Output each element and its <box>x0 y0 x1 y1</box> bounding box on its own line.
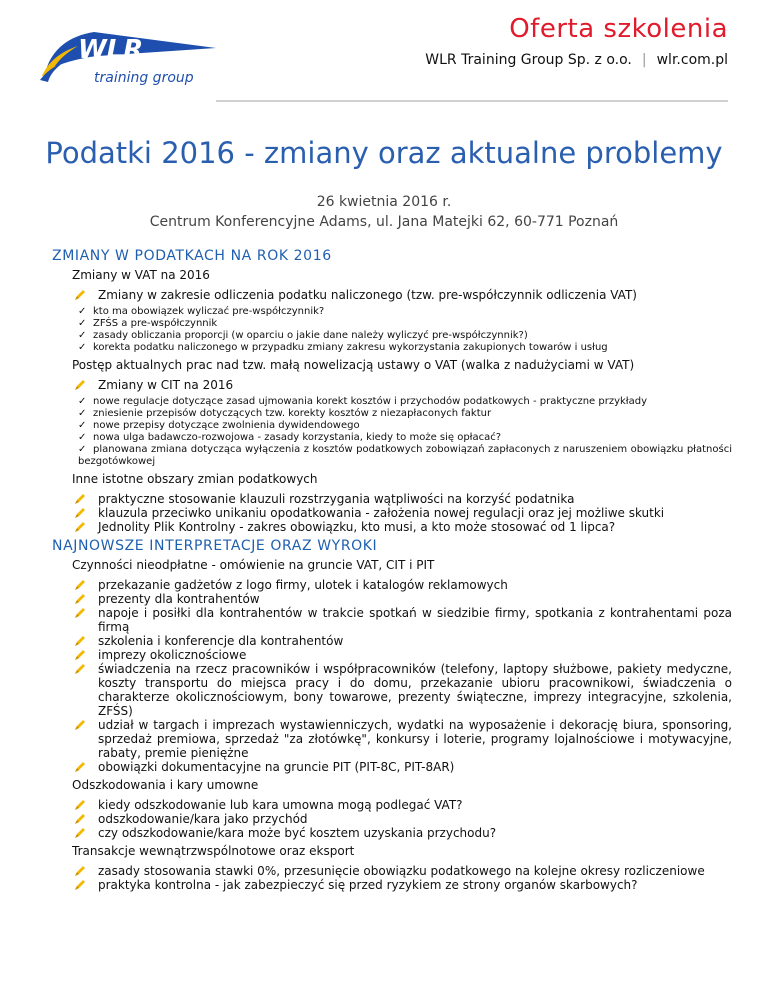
subheading-transactions: Transakcje wewnątrzwspólnotowe oraz eksport <box>72 844 355 858</box>
list-item-text: kiedy odszkodowanie lub kara umowna mogą podlegać VAT? <box>98 798 463 812</box>
checkmark-icon: ✓ <box>78 408 87 419</box>
subheading-free: Czynności nieodpłatne - omówienie na gruncie VAT, CIT i PIT <box>72 558 435 572</box>
checkmark-icon: ✓ <box>78 342 87 353</box>
pen-bullet-icon <box>74 761 86 773</box>
list-item: Zmiany w CIT na 2016 <box>72 378 732 392</box>
checklist-item-text: nowe przepisy dotyczące zwolnienia dywidendowego <box>93 420 360 431</box>
list-item <box>72 506 732 520</box>
event-date: 26 kwietnia 2016 r. <box>316 194 452 210</box>
list-item <box>72 798 732 812</box>
checkmark-icon: ✓ <box>78 444 87 455</box>
svg-text:training group: training group <box>94 70 194 86</box>
damages-list <box>72 798 732 840</box>
company-line <box>425 52 728 68</box>
cit-list <box>72 378 732 392</box>
pen-bullet-icon <box>74 521 86 533</box>
subheading-vat: Zmiany w VAT na 2016 <box>72 268 210 282</box>
checklist-item-text: planowana zmiana dotycząca wyłączenia z kosztów podatkowych zobowiązań zapłaconych z naruszeniem obowiązku płatności bezgotówkowej <box>78 444 732 467</box>
pen-bullet-icon <box>74 579 86 591</box>
checkmark-icon: ✓ <box>78 420 87 431</box>
checklist-item-text: ZFŚS a pre-współczynnik <box>93 318 218 329</box>
list-item <box>72 864 732 878</box>
list-item <box>72 634 732 648</box>
checklist-item-text: korekta podatku naliczonego w przypadku zmiany zakresu wykorzystania zakupionych towarów i usług <box>93 342 608 353</box>
checklist-item <box>78 408 732 420</box>
list-item <box>72 878 732 892</box>
list-item-text: napoje i posiłki dla kontrahentów w trakcie spotkań w siedzibie firmy, spotkania z kontrahentami poza firmą <box>98 606 732 634</box>
pen-bullet-icon <box>74 635 86 647</box>
website-link[interactable]: wlr.com.pl <box>656 52 728 68</box>
checklist-item-text: zniesienie przepisów dotyczących tzw. korekty kosztów z niezapłaconych faktur <box>93 408 492 419</box>
pen-bullet-icon <box>74 379 86 391</box>
checkmark-icon: ✓ <box>78 396 87 407</box>
list-item-text: szkolenia i konferencje dla kontrahentów <box>98 634 344 648</box>
section-heading-interpretations: NAJNOWSZE INTERPRETACJE ORAZ WYROKI <box>52 538 378 554</box>
list-item-text: czy odszkodowanie/kara może być kosztem uzyskania przychodu? <box>98 826 497 840</box>
checklist-item <box>78 420 732 432</box>
checklist-item-text: kto ma obowiązek wyliczać pre-współczynnik? <box>93 306 325 317</box>
checkmark-icon: ✓ <box>78 432 87 443</box>
list-item-text: praktyczne stosowanie klauzuli rozstrzygania wątpliwości na korzyść podatnika <box>98 492 575 506</box>
checklist-item <box>78 444 732 468</box>
list-item <box>72 520 732 534</box>
list-item-text: odszkodowanie/kara jako przychód <box>98 812 308 826</box>
header <box>0 0 768 108</box>
pen-bullet-icon <box>74 493 86 505</box>
list-item-text: imprezy okolicznościowe <box>98 648 247 662</box>
checkmark-icon: ✓ <box>78 318 87 329</box>
pen-bullet-icon <box>74 799 86 811</box>
list-item-text: przekazanie gadżetów z logo firmy, ulotek i katalogów reklamowych <box>98 578 508 592</box>
list-item-text: Jednolity Plik Kontrolny - zakres obowiązku, kto musi, a kto może stosować od 1 lipca? <box>98 520 616 534</box>
pen-bullet-icon <box>74 879 86 891</box>
offer-title: Oferta szkolenia <box>509 14 728 44</box>
checkmark-icon: ✓ <box>78 306 87 317</box>
checkmark-icon: ✓ <box>78 330 87 341</box>
pen-bullet-icon <box>74 649 86 661</box>
transactions-list <box>72 864 732 892</box>
pen-bullet-icon <box>74 719 86 731</box>
subheading-other: Inne istotne obszary zmian podatkowych <box>72 472 318 486</box>
list-item <box>72 648 732 662</box>
list-item-text: praktyka kontrolna - jak zabezpieczyć się przed ryzykiem ze strony organów skarbowych? <box>98 878 638 892</box>
free-list <box>72 578 732 774</box>
pen-bullet-icon <box>74 827 86 839</box>
list-item <box>72 760 732 774</box>
other-list <box>72 492 732 534</box>
wlr-logo <box>38 22 218 94</box>
list-item <box>72 718 732 760</box>
list-item <box>72 578 732 592</box>
checklist-item-text: zasady obliczania proporcji (w oparciu o jakie dane należy wyliczyć pre-współczynnik?) <box>93 330 528 341</box>
pen-bullet-icon <box>74 289 86 301</box>
list-item <box>72 492 732 506</box>
list-item-text: świadczenia na rzecz pracowników i współpracowników (telefony, laptopy służbowe, pakiety medyczne, koszty transportu do miejsca pracy i do domu, przekazanie ubioru pracownikowi, świadczenia o charakterze okolicznościowym, bony towarowe, prezenty świąteczne, imprezy integracyjne, szkolenia, ZFŚS) <box>98 662 732 718</box>
list-item <box>72 812 732 826</box>
list-item-text: klauzula przeciwko unikaniu opodatkowania - założenia nowej regulacji oraz jej możliwe skutki <box>98 506 665 520</box>
event-venue: Centrum Konferencyjne Adams, ul. Jana Matejki 62, 60-771 Poznań <box>149 214 619 230</box>
checklist-item <box>78 396 732 408</box>
checklist-item <box>78 330 732 342</box>
separator: | <box>641 52 647 68</box>
svg-text:WLR: WLR <box>78 35 144 65</box>
list-item-text: obowiązki dokumentacyjne na gruncie PIT (PIT-8C, PIT-8AR) <box>98 760 455 774</box>
subheading-damages: Odszkodowania i kary umowne <box>72 778 259 792</box>
pen-bullet-icon <box>74 507 86 519</box>
content <box>52 248 732 896</box>
header-divider <box>216 100 728 102</box>
list-item <box>72 606 732 634</box>
pen-bullet-icon <box>74 593 86 605</box>
list-item: Zmiany w zakresie odliczenia podatku naliczonego (tzw. pre-współczynnik odliczenia VAT) <box>72 288 732 302</box>
pen-bullet-icon <box>74 813 86 825</box>
vat-checklist <box>78 306 732 354</box>
list-item <box>72 592 732 606</box>
checklist-item <box>78 318 732 330</box>
checklist-item <box>78 342 732 354</box>
page-title: Podatki 2016 - zmiany oraz aktualne problemy <box>45 136 723 170</box>
section-heading-changes: ZMIANY W PODATKACH NA ROK 2016 <box>52 248 332 264</box>
cit-checklist <box>78 396 732 468</box>
company-name: WLR Training Group Sp. z o.o. <box>425 52 632 68</box>
pen-bullet-icon <box>74 607 86 619</box>
list-item <box>72 662 732 718</box>
subheading-progress: Postęp aktualnych prac nad tzw. małą nowelizacją ustawy o VAT (walka z nadużyciami w VAT) <box>72 358 635 372</box>
checklist-item <box>78 306 732 318</box>
checklist-item-text: nowe regulacje dotyczące zasad ujmowania korekt kosztów i przychodów podatkowych - praktyczne przykłady <box>93 396 648 407</box>
list-item <box>72 826 732 840</box>
list-item-text: udział w targach i imprezach wystawienniczych, wydatki na wyposażenie i dekorację biura, sponsoring, sprzedaż premiowa, sprzedaż "za złotówkę", konkursy i loterie, programy lojalnościowe i motywacyjne, rabaty, premie pieniężne <box>98 718 732 760</box>
checklist-item <box>78 432 732 444</box>
checklist-item-text: nowa ulga badawczo-rozwojowa - zasady korzystania, kiedy to może się opłacać? <box>93 432 502 443</box>
vat-list <box>72 288 732 302</box>
pen-bullet-icon <box>74 663 86 675</box>
list-item-text: prezenty dla kontrahentów <box>98 592 260 606</box>
list-item-text: zasady stosowania stawki 0%, przesunięcie obowiązku podatkowego na kolejne okresy rozliczeniowe <box>98 864 705 878</box>
pen-bullet-icon <box>74 865 86 877</box>
